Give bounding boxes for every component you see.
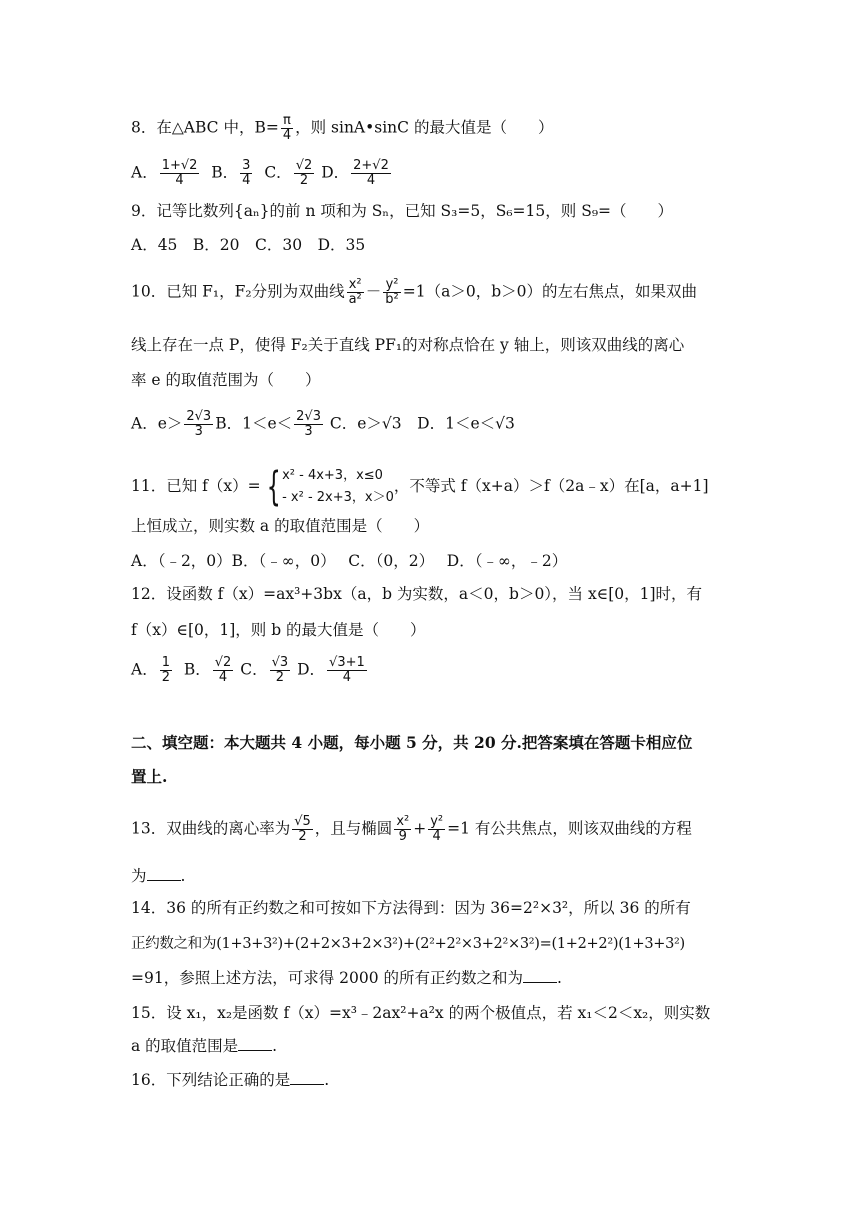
fraction-numerator: 2√3: [186, 409, 212, 424]
q12-option-a-label: A．: [131, 660, 158, 679]
answer-blank[interactable]: [523, 968, 557, 983]
q10-text-a: 10．已知 F₁，F₂分别为双曲线: [131, 282, 345, 301]
q8-option-d-label: D．: [321, 163, 350, 182]
question-12-options: [131, 656, 369, 685]
fraction-denominator: 4: [218, 670, 228, 685]
fraction-numerator: π: [281, 114, 293, 129]
q8-option-c-value: [294, 159, 315, 188]
question-10-options: [131, 410, 515, 439]
fraction-numerator: 3: [242, 158, 251, 173]
fraction-denominator: 4: [282, 128, 292, 143]
q10-fraction-y: [383, 278, 400, 307]
question-10-line-3: 率 e 的取值范围为（ ）: [131, 371, 321, 389]
fraction-numerator: √2: [214, 655, 232, 670]
section-2-heading-cont: 置上.: [131, 767, 168, 786]
q8-option-d-value: [351, 159, 391, 188]
fraction-numerator: x²: [396, 814, 410, 829]
q12-option-c-value: [270, 656, 291, 685]
q11-case-2: - x² - 2x+3，x＞0: [282, 490, 394, 505]
q12-option-b-value: [213, 656, 234, 685]
answer-blank[interactable]: [238, 1036, 272, 1051]
left-brace-icon: {: [266, 464, 281, 510]
q13-ellipse-x-fraction: [394, 815, 411, 844]
q13-text-d: 为: [131, 867, 147, 885]
q8-option-b-label: B．: [211, 163, 239, 182]
question-8-stem: [131, 114, 553, 143]
q8-option-a-value: [160, 159, 200, 188]
question-13-stem: [131, 815, 692, 844]
fraction-denominator: a²: [348, 292, 362, 307]
q12-option-d-label: D．: [297, 660, 326, 679]
question-12-line-2: f（x）∈[0，1]，则 b 的最大值是（ ）: [131, 621, 426, 639]
q8-angle-fraction: [281, 114, 293, 143]
question-15-line-2: [131, 1036, 277, 1056]
answer-blank[interactable]: [290, 1070, 324, 1085]
q13-ellipse-y-fraction: [428, 815, 445, 844]
q10-fraction-x: [347, 278, 364, 307]
question-13-line-2: [131, 866, 185, 886]
question-9-options: A．45 B．20 C．30 D．35: [131, 236, 366, 254]
answer-blank[interactable]: [147, 866, 181, 881]
q11-piecewise-function: [261, 465, 394, 509]
fraction-numerator: √3+1: [329, 655, 365, 670]
fraction-denominator: 2: [299, 173, 309, 188]
fraction-numerator: 2√3: [296, 409, 321, 424]
q10-option-b-value: [294, 410, 323, 439]
question-11-line-2: 上恒成立，则实数 a 的取值范围是（ ）: [131, 517, 430, 535]
fraction-denominator: b²: [385, 292, 399, 307]
fraction-denominator: 9: [398, 829, 407, 844]
fraction-denominator: 4: [175, 173, 184, 188]
q12-option-d-value: [327, 656, 367, 685]
question-14-line-3: [131, 968, 562, 988]
fraction-denominator: 3: [194, 424, 203, 439]
q8-option-a-label: A．: [131, 163, 158, 182]
q15-period: .: [272, 1037, 278, 1055]
q14-text: =91，参照上述方法，可求得 2000 的所有正约数之和为: [131, 969, 524, 987]
fraction-numerator: x²: [347, 278, 364, 293]
q8-text-a: 8．在△ABC 中，B=: [131, 118, 279, 137]
fraction-denominator: 2: [275, 670, 285, 685]
q10-option-b: B．1＜e＜: [215, 414, 293, 433]
q13-eccentricity-fraction: [292, 815, 313, 844]
question-15-line-1: 15．设 x₁，x₂是函数 f（x）=x³﹣2ax²+a²x 的两个极值点，若 x₁＜2＜x₂，则实数: [131, 1004, 711, 1022]
question-14-line-2: 正约数之和为(1+3+3²)+(2+2×3+2×3²)+(2²+2²×3+2²×3²)=(1+2+2²)(1+3+3²): [131, 936, 685, 952]
q10-option-a: A．e＞: [131, 414, 183, 433]
question-10-line-2: 线上存在一点 P，使得 F₂关于直线 PF₁的对称点恰在 y 轴上，则该双曲线的离心: [131, 336, 685, 354]
fraction-numerator: 2+√2: [353, 158, 389, 173]
q15-text: a 的取值范围是: [131, 1037, 239, 1055]
fraction-denominator: 4: [366, 173, 376, 188]
q12-option-b-label: B．: [183, 660, 211, 679]
q11-case-1: x² - 4x+3，x≤0: [282, 468, 383, 483]
q10-text-b: =1（a＞0，b＞0）的左右焦点，如果双曲: [402, 282, 698, 301]
question-12-line-1: 12．设函数 f（x）=ax³+3bx（a，b 为实数，a＜0，b＞0），当 x∈[0，1]时，有: [131, 585, 703, 603]
fraction-numerator: y²: [383, 278, 400, 293]
question-9-stem: 9．记等比数列{aₙ}的前 n 项和为 Sₙ，已知 S₃=5，S₆=15，则 S₉=（ ）: [131, 202, 674, 220]
q10-option-c-d: C．e＞√3 D．1＜e＜√3: [324, 414, 515, 433]
q13-text-a: 13．双曲线的离心率为: [131, 819, 291, 838]
question-16-line-1: [131, 1070, 329, 1090]
fraction-denominator: 2: [161, 670, 170, 685]
q8-option-c-label: C．: [264, 163, 292, 182]
question-10-stem: [131, 278, 697, 307]
question-11-options: A．（﹣2，0）B．（﹣∞，0） C．（0，2） D．（﹣∞，﹣2）: [131, 552, 568, 570]
fraction-denominator: 4: [242, 173, 251, 188]
fraction-denominator: 3: [304, 424, 313, 439]
q13-plus-sign: +: [413, 819, 427, 838]
q11-text-a: 11．已知 f（x）=: [131, 477, 261, 495]
q8-option-b-value: [240, 159, 252, 188]
question-11-stem: [131, 465, 709, 509]
q14-period: .: [557, 969, 562, 987]
q16-text: 16．下列结论正确的是: [131, 1071, 291, 1089]
fraction-denominator: 4: [342, 670, 352, 685]
fraction-numerator: √2: [295, 158, 313, 173]
q10-option-a-value: [184, 410, 213, 439]
section-2-heading: 二、填空题：本大题共 4 小题，每小题 5 分，共 20 分.把答案填在答题卡相应位: [131, 733, 693, 752]
q13-period: .: [180, 867, 186, 885]
q12-option-a-value: [160, 656, 172, 685]
q8-text-b: ，则 sinA•sinC 的最大值是（ ）: [295, 118, 554, 137]
fraction-numerator: √3: [271, 655, 289, 670]
fraction-numerator: 1: [161, 655, 170, 670]
question-8-options: [131, 159, 393, 188]
q12-option-c-label: C．: [240, 660, 268, 679]
fraction-numerator: 1+√2: [161, 158, 198, 173]
q16-period: .: [324, 1071, 330, 1089]
q13-text-b: ，且与椭圆: [314, 819, 393, 838]
q13-text-c: =1 有公共焦点，则该双曲线的方程: [447, 819, 692, 838]
q11-text-b: ，不等式 f（x+a）＞f（2a﹣x）在[a，a+1]: [393, 477, 709, 495]
q10-minus-sign: －: [365, 282, 382, 301]
fraction-numerator: y²: [430, 814, 444, 829]
fraction-denominator: 2: [298, 829, 307, 844]
fraction-denominator: 4: [432, 829, 441, 844]
fraction-numerator: √5: [294, 814, 311, 829]
question-14-line-1: 14．36 的所有正约数之和可按如下方法得到：因为 36=2²×3²，所以 36 的所有: [131, 899, 691, 917]
